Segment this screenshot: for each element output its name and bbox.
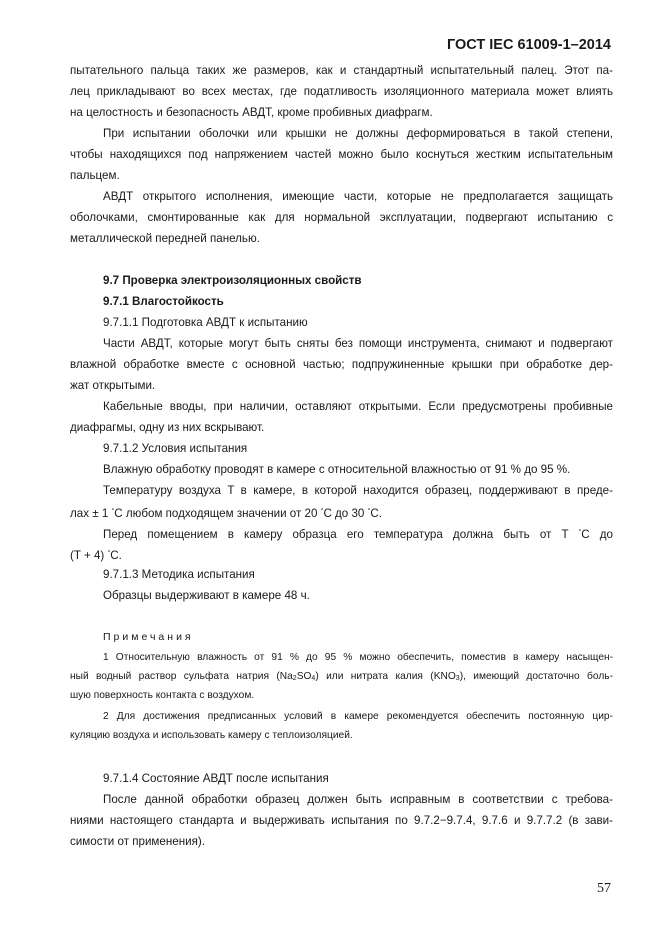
note-line: ный водный раствор сульфата натрия $(Na_2SO_4)$ или нитрата калия $(KNO_3)$, имеющий достаточно боль- [70, 671, 613, 682]
text-line: металлической передней панелью. [70, 232, 260, 245]
text-line: лах ± 1 °C любом подходящем значении от 20 °C до 30 °C. [70, 507, 383, 520]
text-line: Влажную обработку проводят в камере с относительной влажностью от 91 % до 95 %. [103, 463, 571, 476]
text-line: лец прикладывают во всех местах, где податливость изоляционного материала может влиять [70, 85, 613, 98]
text-line: пытательного пальца таких же размеров, как и стандартный испытательный палец. Этот па- [70, 64, 613, 77]
text-line: Части АВДТ, которые могут быть сняты без помощи инструмента, снимают и подвергают [103, 337, 613, 350]
note-line: куляцию воздуха и использовать камеру с теплоизоляцией. [70, 730, 353, 741]
text-line: После данной обработки образец должен быть исправным в соответствии с требова- [103, 793, 613, 806]
text-line: Температуру воздуха T в камере, в которой находится образец, поддерживают в преде- [103, 484, 613, 497]
text-line: пальцем. [70, 169, 120, 182]
page-number: 57 [597, 881, 611, 896]
text-line: Кабельные вводы, при наличии, оставляют открытыми. Если предусмотрены пробивные [103, 400, 613, 413]
note-line: 2 Для достижения предписанных условий в камере рекомендуется обеспечить постоянную цир- [103, 711, 613, 722]
text-line: симости от применения). [70, 835, 205, 848]
text-line: на целостность и безопасность АВДТ, кроме пробивных диафрагм. [70, 106, 433, 119]
subsection-heading: 9.7.1.4 Состояние АВДТ после испытания [103, 772, 329, 785]
subsection-heading: 9.7.1.2 Условия испытания [103, 442, 248, 455]
text-line: влажной обработке вместе с основной частью; подпружиненные крышки при обработке дер- [70, 358, 613, 371]
note-line: 1 Относительную влажность от 91 % до 95 % можно обеспечить, поместив в камеру насыщен- [103, 652, 613, 663]
note-line: шую поверхность контакта с воздухом. [70, 690, 255, 701]
text-line: чтобы находящихся под напряжением частей можно было коснуться жестким испытательным [70, 148, 613, 161]
section-heading-9-7-1: 9.7.1 Влагостойкость [103, 295, 224, 308]
text-line: жат открытыми. [70, 379, 156, 392]
text-line: АВДТ открытого исполнения, имеющие части, которые не предполагается защищать [103, 190, 613, 203]
text-line: ниями настоящего стандарта и выдерживать испытания по 9.7.2−9.7.4, 9.7.6 и 9.7.7.2 (в зави- [70, 814, 613, 827]
section-heading-9-7: 9.7 Проверка электроизоляционных свойств [103, 274, 362, 287]
text-line: Перед помещением в камеру образца его температура должна быть от T °C до [103, 528, 613, 541]
subsection-heading: 9.7.1.1 Подготовка АВДТ к испытанию [103, 316, 308, 329]
subsection-heading: 9.7.1.3 Методика испытания [103, 568, 255, 581]
text-line: диафрагмы, одну из них вскрывают. [70, 421, 265, 434]
text-line: При испытании оболочки или крышки не должны деформироваться в такой степени, [103, 127, 613, 140]
text-line: оболочками, смонтированные как для нормальной эксплуатации, подвергают испытанию с [70, 211, 613, 224]
text-line: (T + 4) °C. [70, 549, 122, 562]
document-code-header: ГОСТ IEC 61009-1–2014 [446, 37, 611, 53]
notes-title: Примечания [103, 631, 194, 643]
text-line: Образцы выдерживают в камере 48 ч. [103, 589, 310, 602]
